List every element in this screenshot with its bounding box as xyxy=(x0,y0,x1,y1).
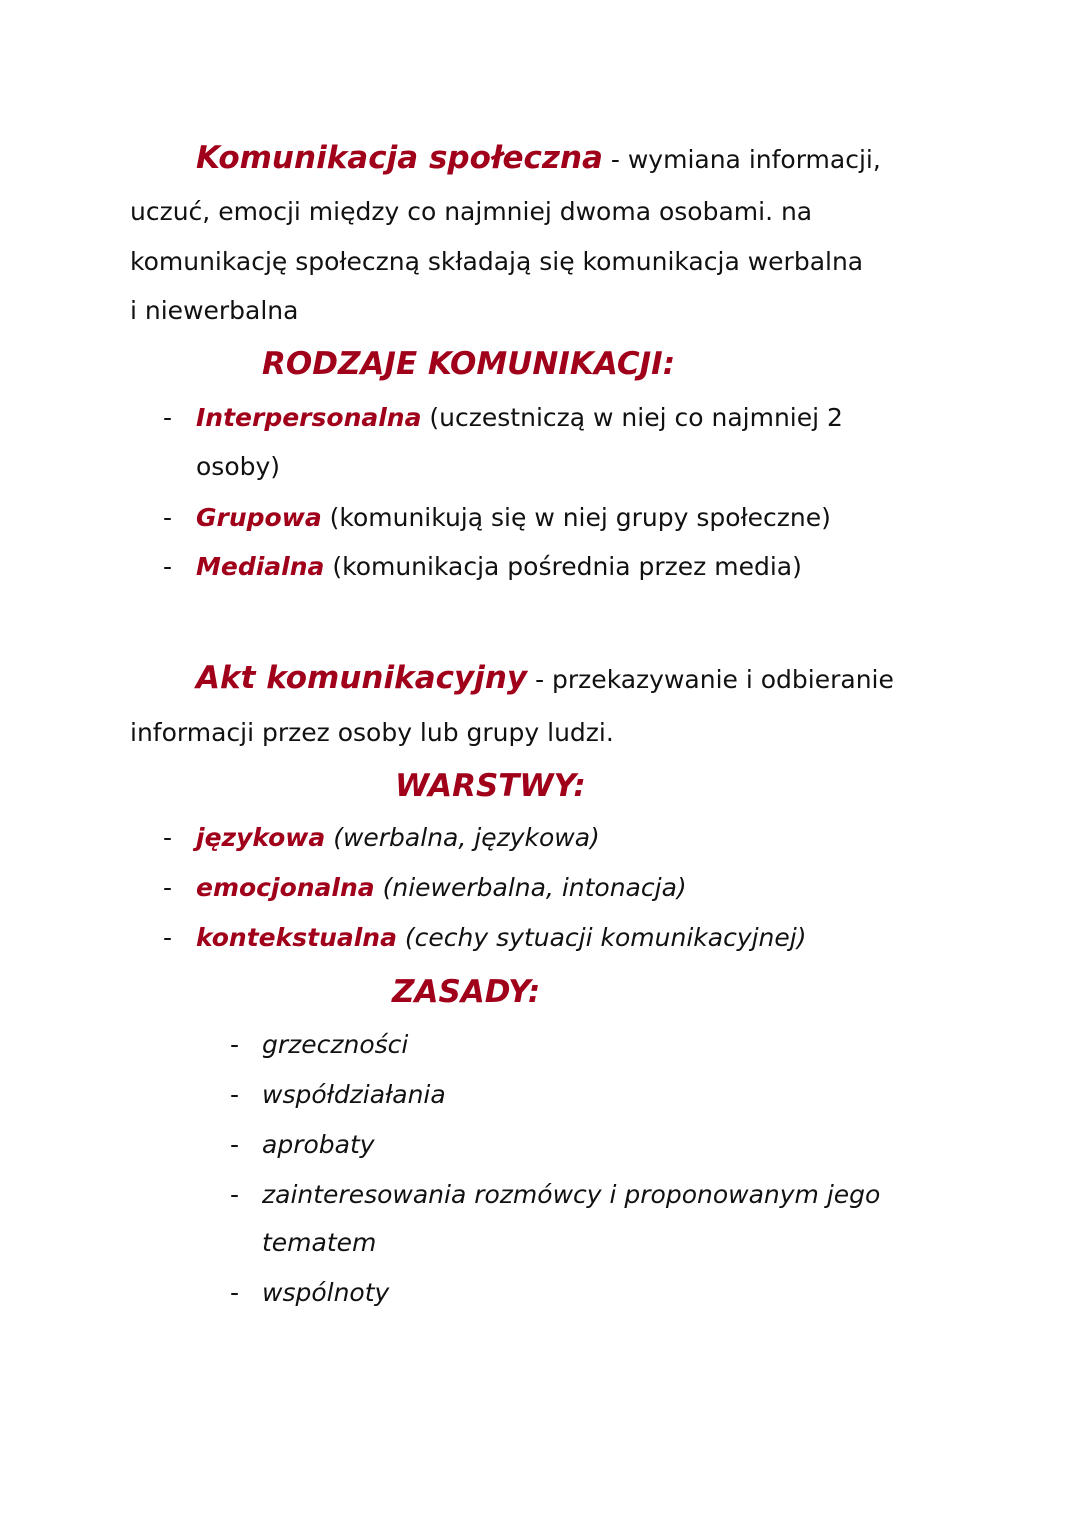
bullet-dash: - xyxy=(163,923,173,952)
definition-line: Komunikacja społeczna - wymiana informacji, xyxy=(196,140,881,176)
bullet-dash: - xyxy=(230,1080,240,1109)
list-item: Interpersonalna (uczestniczą w niej co najmniej 2 xyxy=(196,403,843,432)
bullet-dash: - xyxy=(230,1180,240,1209)
text-line: uczuć, emocji między co najmniej dwoma osobami. na xyxy=(130,197,813,226)
rule-item: wspólnoty xyxy=(262,1278,390,1307)
rule-item: grzeczności xyxy=(262,1030,409,1059)
bullet-dash: - xyxy=(230,1278,240,1307)
text-line: i niewerbalna xyxy=(130,296,299,325)
list-item: językowa (werbalna, językowa) xyxy=(196,823,600,852)
list-item: Grupowa (komunikują się w niej grupy społeczne) xyxy=(196,503,831,532)
bullet-dash: - xyxy=(163,552,173,581)
rule-item: aprobaty xyxy=(262,1130,375,1159)
bullet-dash: - xyxy=(230,1030,240,1059)
bullet-dash: - xyxy=(230,1130,240,1159)
list-item: Medialna (komunikacja pośrednia przez media) xyxy=(196,552,802,581)
list-item: emocjonalna (niewerbalna, intonacja) xyxy=(196,873,687,902)
bullet-dash: - xyxy=(163,503,173,532)
list-item: kontekstualna (cechy sytuacji komunikacyjnej) xyxy=(196,923,807,952)
text-line: komunikację społeczną składają się komunikacja werbalna xyxy=(130,247,864,276)
heading-rules: ZASADY: xyxy=(392,974,541,1010)
bullet-dash: - xyxy=(163,823,173,852)
definition-line: Akt komunikacyjny - przekazywanie i odbieranie xyxy=(196,660,894,696)
bullet-dash: - xyxy=(163,403,173,432)
bullet-dash: - xyxy=(163,873,173,902)
term: Komunikacja społeczna xyxy=(196,140,603,176)
heading-layers: WARSTWY: xyxy=(395,768,586,804)
heading-types: RODZAJE KOMUNIKACJI: xyxy=(262,346,676,382)
rule-item-cont: tematem xyxy=(262,1228,377,1257)
rule-item: współdziałania xyxy=(262,1080,446,1109)
list-item-cont: osoby) xyxy=(196,452,281,481)
rule-item: zainteresowania rozmówcy i proponowanym jego xyxy=(262,1180,881,1209)
text-line: informacji przez osoby lub grupy ludzi. xyxy=(130,718,614,747)
